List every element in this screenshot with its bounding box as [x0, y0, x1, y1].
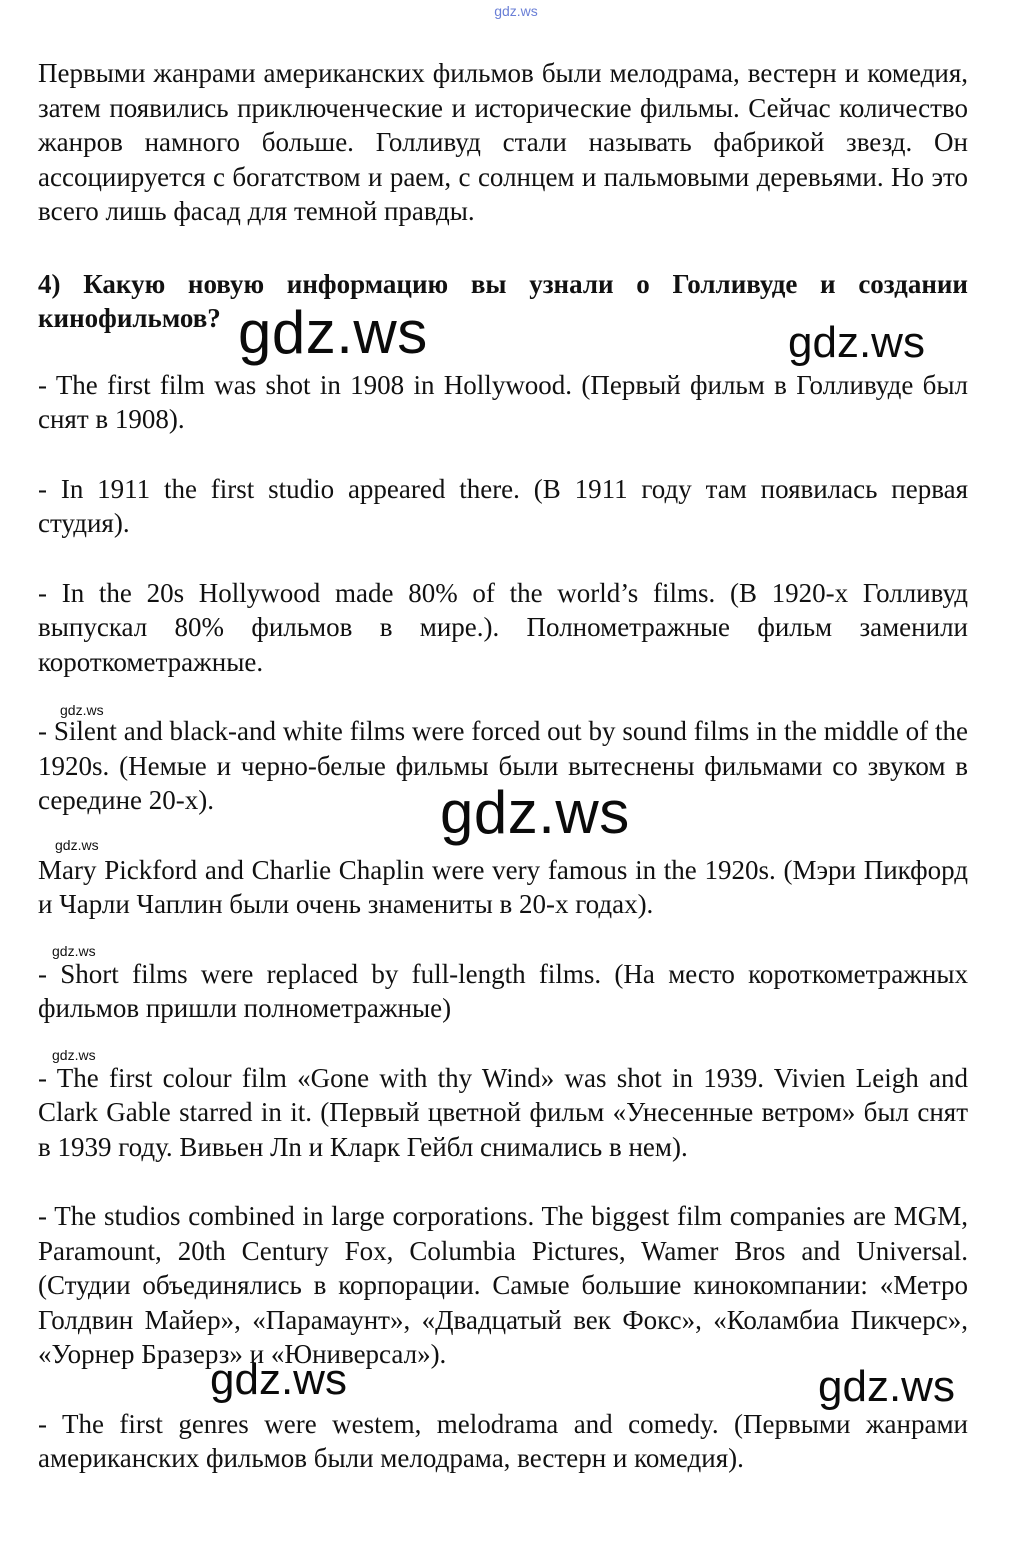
watermark-large: gdz.ws — [440, 779, 630, 846]
list-item: Mary Pickford and Charlie Chaplin were very famous in the 1920s. (Мэри Пикфорд и Чарли Чаплин были очень знамениты в 20-х годах). — [38, 854, 968, 919]
question-heading: 4) Какую новую информацию вы узнали о Голливуде и создании кинофильмов? — [38, 268, 968, 333]
watermark-medium: gdz.ws — [788, 318, 925, 367]
watermark-small: gdz.ws — [52, 943, 96, 959]
watermark-medium: gdz.ws — [818, 1362, 955, 1411]
watermark-small: gdz.ws — [60, 702, 104, 718]
watermark-small: gdz.ws — [52, 1047, 96, 1063]
list-item: - The first film was shot in 1908 in Hollywood. (Первый фильм в Голливуде был снят в 1908). — [38, 369, 968, 434]
list-item: - The studios combined in large corporations. The biggest film companies are MGM, Paramount, 20th Century Fox, Columbia Pictures, Wamer Bros and Universal. (Студии объединялись в корпорации. Самые большие кинокомпании: «Метро Голдвин Майер», «Парамаунт», «Двадцатый век Фокс», «Коламбиа Пикчерс», «Уорнер Бразерз» и «Юниверсал»). — [38, 1201, 968, 1369]
list-item: - The first colour film «Gone with thy Wind» was shot in 1939. Vivien Leigh and Clark Gable starred in it. (Первый цветной фильм «Унесенные ветром» был снят в 1939 году. Вивьен Лn и Кларк Гейбл снимались в нем). — [38, 1062, 968, 1162]
watermark-medium: gdz.ws — [210, 1355, 347, 1404]
list-item: - Silent and black-and white films were forced out by sound films in the middle of the 1920s. (Немые и черно-белые фильмы были вытеснены фильмами со звуком в середине 20-х). — [38, 716, 968, 815]
watermark-small: gdz.ws — [55, 837, 99, 853]
list-item: - In the 20s Hollywood made 80% of the world’s films. (В 1920-х Голливуд выпускал 80% фильмов в мире.). Полнометражные фильм заменили короткометражные. — [38, 577, 968, 677]
list-item: - Short films were replaced by full-length films. (На место короткометражных фильмов пришли полнометражные) — [38, 958, 968, 1023]
top-watermark: gdz.ws — [494, 3, 538, 19]
watermark-large: gdz.ws — [238, 299, 428, 366]
list-item: - In 1911 the first studio appeared there. (В 1911 году там появилась первая студия). — [38, 473, 968, 538]
intro-paragraph: Первыми жанрами американских фильмов были мелодрама, вестерн и комедия, затем появились приключенческие и исторические фильмы. Сейчас количество жанров намного больше. Голливуд стали называть фабрикой звезд. Он ассоциируется с богатством и раем, с солнцем и пальмовыми деревьями. Но это всего лишь фасад для темной правды. — [38, 58, 968, 226]
list-item: - The first genres were westem, melodrama and comedy. (Первыми жанрами американских фильмов были мелодрама, вестерн и комедия). — [38, 1408, 968, 1473]
